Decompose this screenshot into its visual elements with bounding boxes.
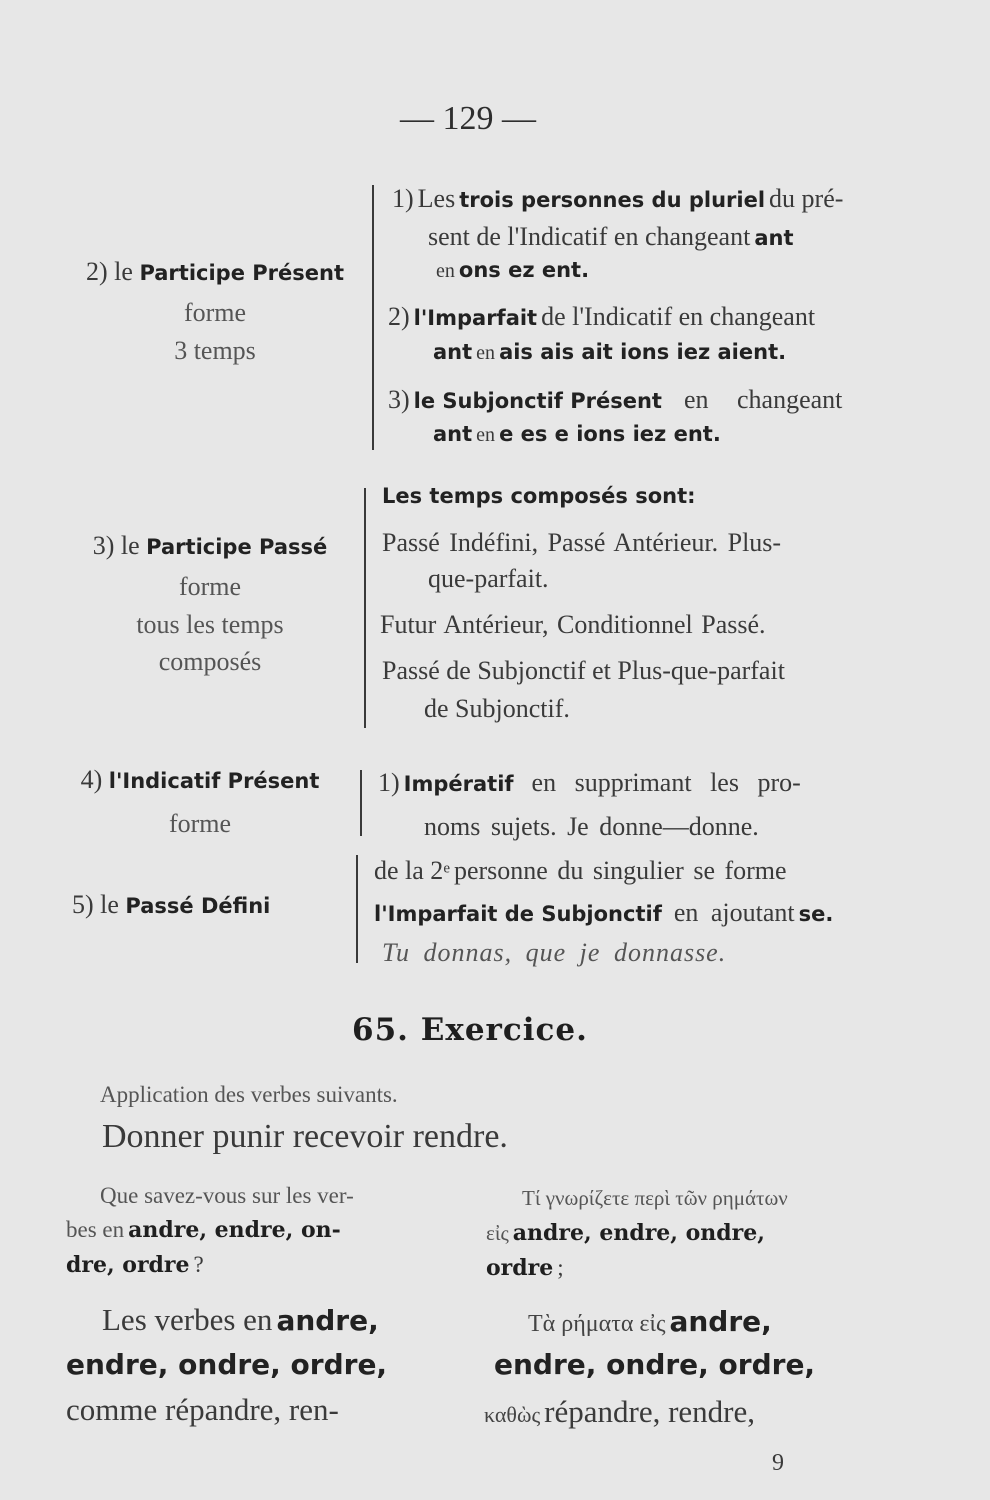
item-text: en — [476, 424, 496, 446]
answer-fr-line1 — [102, 1302, 379, 1338]
item-text: en changeant — [683, 385, 843, 414]
q-text: ? — [193, 1252, 204, 1277]
question-fr-line3 — [66, 1252, 204, 1278]
answer-fr-line2: endre, ondre, ordre, — [66, 1348, 388, 1381]
answer-fr-line3: comme répandre, ren- — [66, 1392, 339, 1427]
block4-label — [72, 890, 270, 920]
block1-label-line1 — [60, 255, 370, 293]
question-fr-line1: Que savez-vous sur les ver- — [100, 1183, 354, 1208]
block3-line2: noms sujets. Je donne—donne. — [424, 812, 759, 841]
q-bold: ordre — [486, 1255, 554, 1281]
question-gr-line2 — [486, 1220, 765, 1246]
block3-label-line1 — [60, 762, 340, 802]
block1-item1-line1 — [392, 184, 843, 214]
item-sup: e — [443, 860, 450, 877]
block2-brace — [364, 488, 366, 728]
item-text: sent de l'Indicatif en changeant — [428, 222, 751, 251]
block4-line1 — [374, 856, 787, 886]
item-bold: e es e ions iez ent. — [499, 422, 721, 446]
answer-gr-line3 — [484, 1394, 755, 1430]
item-bold: trois personnes du pluriel — [459, 188, 766, 212]
a-text: καθὼς — [484, 1402, 541, 1427]
block2-label-line2: forme — [178, 572, 242, 601]
q-bold: andre, endre, on- — [128, 1217, 341, 1243]
block1-label-line3: 3 temps — [174, 336, 256, 365]
block1-label-line2: forme — [183, 298, 247, 327]
block2-label — [60, 528, 360, 680]
block1-item3-line2 — [433, 422, 721, 447]
item-bold: ant — [754, 226, 794, 250]
block4-line3: Tu donnas, que je donnasse. — [382, 938, 727, 967]
item-bold: l'Imparfait — [413, 306, 538, 330]
block4-line2 — [374, 898, 833, 928]
item-num: 1) — [392, 184, 414, 213]
block1-item3-line1 — [388, 385, 842, 415]
a-bold: andre, — [276, 1304, 379, 1337]
label-bold: l'Indicatif Présent — [108, 769, 320, 793]
exercise-subtitle: Application des verbes suivants. — [100, 1082, 398, 1107]
q-bold: andre, endre, ondre, — [512, 1220, 765, 1246]
answer-gr-line1 — [528, 1305, 772, 1338]
item-bold: le Subjonctif Présent — [413, 389, 662, 413]
block2-label-line1 — [60, 528, 360, 568]
page-number-header: — 129 — — [400, 100, 536, 137]
block1-label — [60, 255, 370, 369]
exercise-title: 65. Exercice. — [352, 1012, 588, 1048]
item-les: Les — [417, 184, 456, 213]
item-text: en supprimant les pro- — [531, 768, 801, 797]
block2-line5: de Subjonctif. — [424, 694, 570, 723]
label-bold: Participe Passé — [146, 535, 328, 559]
item-bold: ant — [433, 340, 473, 364]
question-fr-line2 — [66, 1217, 341, 1243]
block1-item1-line3 — [436, 258, 589, 283]
block1-brace — [372, 185, 374, 450]
item-text: personne du singulier se forme — [453, 856, 787, 885]
item-text: en — [476, 342, 496, 364]
item-text: de l'Indicatif en changeant — [541, 302, 816, 331]
label-num: 4) — [80, 765, 109, 794]
label-bold: Passé Défini — [125, 894, 271, 918]
question-gr-line1: Τί γνωρίζετε περὶ τῶν ρημάτων — [522, 1186, 788, 1210]
item-rest: du pré- — [769, 184, 844, 213]
page-number-footer: 9 — [772, 1450, 784, 1476]
label-bold: Participe Présent — [139, 261, 344, 285]
item-bold: Impératif — [403, 772, 514, 796]
block3-label — [60, 762, 340, 846]
item-text: en — [436, 260, 455, 282]
a-text: Τὰ ρήματα εἰς — [528, 1311, 666, 1337]
label-num: 2) le — [86, 257, 140, 286]
a-text: répandre, rendre, — [544, 1394, 755, 1429]
exercise-verbs: Donner punir recevoir rendre. — [102, 1118, 508, 1155]
block3-line1 — [378, 768, 801, 798]
label-num: 3) le — [92, 531, 147, 560]
block2-line3: Futur Antérieur, Conditionnel Passé. — [380, 610, 766, 639]
item-bold: ais ais ait ions iez aient. — [499, 340, 787, 364]
q-text: εἰς — [486, 1221, 509, 1245]
item-bold: ant — [433, 422, 473, 446]
item-bold: l'Imparfait de Subjonctif — [374, 902, 662, 926]
block4-brace — [356, 855, 358, 963]
a-text: Les verbes en — [102, 1302, 273, 1337]
answer-gr-line2: endre, ondre, ordre, — [494, 1348, 816, 1381]
block2-line4: Passé de Subjonctif et Plus-que-parfait — [382, 656, 785, 685]
a-bold: andre, — [669, 1305, 772, 1338]
item-num: 2) — [388, 302, 410, 331]
block1-item2-line1 — [388, 302, 815, 332]
block2-line1: Passé Indéfini, Passé Antérieur. Plus- — [382, 528, 782, 557]
q-text: bes en — [66, 1217, 125, 1242]
item-text: en ajoutant — [673, 898, 795, 927]
block3-label-line2: forme — [168, 809, 232, 838]
block2-label-line3: tous les temps — [136, 610, 284, 639]
item-num: 1) — [378, 768, 400, 797]
item-bold: se. — [798, 902, 834, 926]
block1-item2-line2 — [433, 340, 786, 365]
q-text: ; — [557, 1255, 564, 1280]
question-gr-line3 — [486, 1255, 564, 1281]
q-bold: dre, ordre — [66, 1252, 190, 1278]
block2-heading: Les temps composés sont: — [382, 484, 696, 508]
item-num: 3) — [388, 385, 410, 414]
label-num: 5) le — [72, 890, 126, 919]
block3-brace — [360, 770, 362, 836]
item-bold: ons ez ent. — [458, 258, 590, 282]
block2-label-line4: composés — [158, 647, 262, 676]
block2-line2: que-parfait. — [428, 564, 549, 593]
item-text: de la 2 — [374, 856, 444, 885]
block1-item1-line2 — [428, 222, 794, 252]
